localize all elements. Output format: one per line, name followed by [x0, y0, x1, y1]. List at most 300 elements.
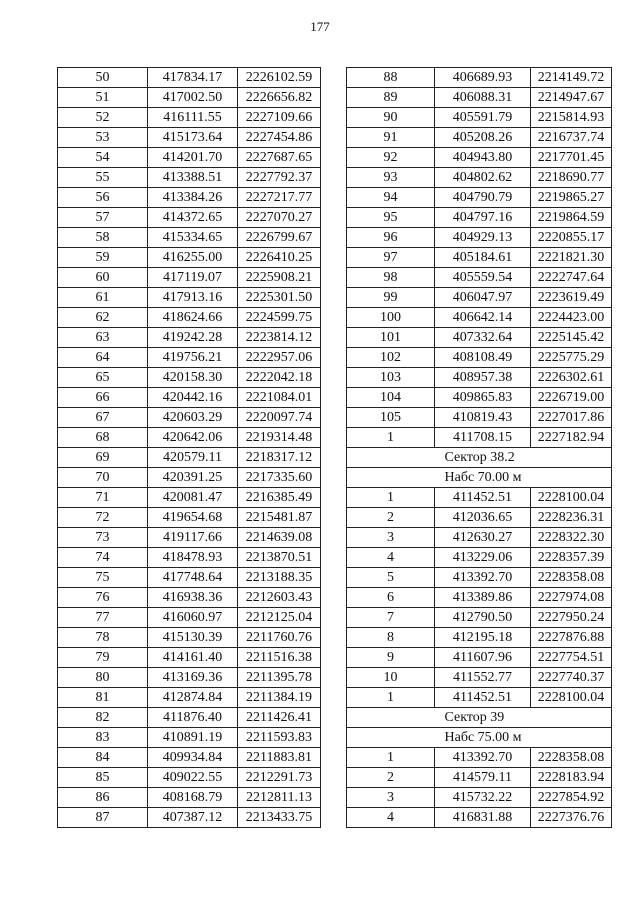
- table-row: [58, 648, 321, 668]
- point-number-cell: 78: [58, 628, 148, 648]
- page-number: 177: [310, 19, 330, 34]
- point-number-cell: 57: [58, 208, 148, 228]
- table-row: [58, 528, 321, 548]
- table-row: [347, 108, 612, 128]
- point-number-cell: 8: [347, 628, 435, 648]
- y-coordinate-cell: 2212291.73: [238, 768, 321, 788]
- table-row: [347, 668, 612, 688]
- y-coordinate-cell: 2211426.41: [238, 708, 321, 728]
- y-coordinate-cell: 2224423.00: [531, 308, 612, 328]
- x-coordinate-cell: 413388.51: [148, 168, 238, 188]
- table-row: [58, 568, 321, 588]
- x-coordinate-cell: 419117.66: [148, 528, 238, 548]
- point-number-cell: 62: [58, 308, 148, 328]
- x-coordinate-cell: 410891.19: [148, 728, 238, 748]
- point-number-cell: 53: [58, 128, 148, 148]
- point-number-cell: 102: [347, 348, 435, 368]
- x-coordinate-cell: 413229.06: [435, 548, 531, 568]
- x-coordinate-cell: 417834.17: [148, 68, 238, 88]
- table-row: [58, 128, 321, 148]
- x-coordinate-cell: 405208.26: [435, 128, 531, 148]
- x-coordinate-cell: 408168.79: [148, 788, 238, 808]
- y-coordinate-cell: 2213433.75: [238, 808, 321, 828]
- x-coordinate-cell: 417748.64: [148, 568, 238, 588]
- table-row: [58, 728, 321, 748]
- point-number-cell: 1: [347, 748, 435, 768]
- section-spacer-cell: [347, 468, 435, 488]
- y-coordinate-cell: 2227017.86: [531, 408, 612, 428]
- x-coordinate-cell: 412195.18: [435, 628, 531, 648]
- table-row: [347, 608, 612, 628]
- x-coordinate-cell: 411552.77: [435, 668, 531, 688]
- table-row: [58, 168, 321, 188]
- y-coordinate-cell: 2219864.59: [531, 208, 612, 228]
- section-spacer-cell: [347, 728, 435, 748]
- table-row: [347, 748, 612, 768]
- y-coordinate-cell: 2218317.12: [238, 448, 321, 468]
- table-row: [58, 148, 321, 168]
- point-number-cell: 63: [58, 328, 148, 348]
- point-number-cell: 65: [58, 368, 148, 388]
- point-number-cell: 51: [58, 88, 148, 108]
- y-coordinate-cell: 2228100.04: [531, 488, 612, 508]
- point-number-cell: 100: [347, 308, 435, 328]
- table-row: [347, 628, 612, 648]
- x-coordinate-cell: 418624.66: [148, 308, 238, 328]
- y-coordinate-cell: 2228100.04: [531, 688, 612, 708]
- x-coordinate-cell: 419242.28: [148, 328, 238, 348]
- table-row: [347, 128, 612, 148]
- point-number-cell: 6: [347, 588, 435, 608]
- point-number-cell: 56: [58, 188, 148, 208]
- x-coordinate-cell: 413392.70: [435, 748, 531, 768]
- y-coordinate-cell: 2214149.72: [531, 68, 612, 88]
- table-row: [347, 648, 612, 668]
- x-coordinate-cell: 417002.50: [148, 88, 238, 108]
- y-coordinate-cell: 2227974.08: [531, 588, 612, 608]
- point-number-cell: 92: [347, 148, 435, 168]
- x-coordinate-cell: 407387.12: [148, 808, 238, 828]
- y-coordinate-cell: 2228357.39: [531, 548, 612, 568]
- point-number-cell: 1: [347, 488, 435, 508]
- x-coordinate-cell: 415130.39: [148, 628, 238, 648]
- table-row: [347, 208, 612, 228]
- point-number-cell: 64: [58, 348, 148, 368]
- y-coordinate-cell: 2226799.67: [238, 228, 321, 248]
- table-row: [347, 388, 612, 408]
- y-coordinate-cell: 2227754.51: [531, 648, 612, 668]
- point-number-cell: 52: [58, 108, 148, 128]
- y-coordinate-cell: 2227740.37: [531, 668, 612, 688]
- x-coordinate-cell: 405559.54: [435, 268, 531, 288]
- y-coordinate-cell: 2211516.38: [238, 648, 321, 668]
- x-coordinate-cell: 416938.36: [148, 588, 238, 608]
- x-coordinate-cell: 410819.43: [435, 408, 531, 428]
- section-header-row: [347, 728, 612, 748]
- y-coordinate-cell: 2212811.13: [238, 788, 321, 808]
- y-coordinate-cell: 2220855.17: [531, 228, 612, 248]
- y-coordinate-cell: 2227854.92: [531, 788, 612, 808]
- y-coordinate-cell: 2218690.77: [531, 168, 612, 188]
- y-coordinate-cell: 2215814.93: [531, 108, 612, 128]
- point-number-cell: 76: [58, 588, 148, 608]
- x-coordinate-cell: 406689.93: [435, 68, 531, 88]
- table-row: [347, 88, 612, 108]
- x-coordinate-cell: 408957.38: [435, 368, 531, 388]
- table-row: [58, 788, 321, 808]
- table-row: [347, 268, 612, 288]
- x-coordinate-cell: 417913.16: [148, 288, 238, 308]
- table-row: [58, 248, 321, 268]
- point-number-cell: 9: [347, 648, 435, 668]
- y-coordinate-cell: 2211593.83: [238, 728, 321, 748]
- point-number-cell: 74: [58, 548, 148, 568]
- point-number-cell: 104: [347, 388, 435, 408]
- table-row: [58, 468, 321, 488]
- point-number-cell: 73: [58, 528, 148, 548]
- x-coordinate-cell: 414372.65: [148, 208, 238, 228]
- point-number-cell: 90: [347, 108, 435, 128]
- y-coordinate-cell: 2228322.30: [531, 528, 612, 548]
- table-row: [347, 588, 612, 608]
- y-coordinate-cell: 2211883.81: [238, 748, 321, 768]
- point-number-cell: 81: [58, 688, 148, 708]
- y-coordinate-cell: 2214639.08: [238, 528, 321, 548]
- y-coordinate-cell: 2219314.48: [238, 428, 321, 448]
- y-coordinate-cell: 2215481.87: [238, 508, 321, 528]
- section-header: Набс 70.00 м: [435, 468, 612, 488]
- table-row: [58, 308, 321, 328]
- table-row: [347, 308, 612, 328]
- x-coordinate-cell: 412874.84: [148, 688, 238, 708]
- x-coordinate-cell: 404790.79: [435, 188, 531, 208]
- x-coordinate-cell: 405591.79: [435, 108, 531, 128]
- point-number-cell: 61: [58, 288, 148, 308]
- table-row: [347, 288, 612, 308]
- point-number-cell: 79: [58, 648, 148, 668]
- point-number-cell: 7: [347, 608, 435, 628]
- point-number-cell: 68: [58, 428, 148, 448]
- section-header-row: [347, 708, 612, 728]
- y-coordinate-cell: 2225145.42: [531, 328, 612, 348]
- y-coordinate-cell: 2216385.49: [238, 488, 321, 508]
- point-number-cell: 99: [347, 288, 435, 308]
- x-coordinate-cell: 406088.31: [435, 88, 531, 108]
- table-row: [58, 668, 321, 688]
- point-number-cell: 105: [347, 408, 435, 428]
- table-row: [347, 428, 612, 448]
- table-row: [347, 368, 612, 388]
- table-row: [58, 188, 321, 208]
- x-coordinate-cell: 412790.50: [435, 608, 531, 628]
- table-row: [58, 688, 321, 708]
- point-number-cell: 103: [347, 368, 435, 388]
- y-coordinate-cell: 2227792.37: [238, 168, 321, 188]
- table-row: [347, 688, 612, 708]
- table-row: [347, 808, 612, 828]
- y-coordinate-cell: 2225301.50: [238, 288, 321, 308]
- table-row: [58, 488, 321, 508]
- point-number-cell: 70: [58, 468, 148, 488]
- y-coordinate-cell: 2224599.75: [238, 308, 321, 328]
- table-row: [347, 248, 612, 268]
- x-coordinate-cell: 413384.26: [148, 188, 238, 208]
- table-row: [347, 568, 612, 588]
- point-number-cell: 10: [347, 668, 435, 688]
- table-row: [58, 228, 321, 248]
- y-coordinate-cell: 2227950.24: [531, 608, 612, 628]
- point-number-cell: 4: [347, 548, 435, 568]
- y-coordinate-cell: 2213870.51: [238, 548, 321, 568]
- y-coordinate-cell: 2211760.76: [238, 628, 321, 648]
- point-number-cell: 96: [347, 228, 435, 248]
- point-number-cell: 80: [58, 668, 148, 688]
- y-coordinate-cell: 2212603.43: [238, 588, 321, 608]
- section-header-row: [347, 468, 612, 488]
- y-coordinate-cell: 2228358.08: [531, 568, 612, 588]
- point-number-cell: 82: [58, 708, 148, 728]
- point-number-cell: 50: [58, 68, 148, 88]
- x-coordinate-cell: 413392.70: [435, 568, 531, 588]
- table-row: [58, 548, 321, 568]
- point-number-cell: 55: [58, 168, 148, 188]
- x-coordinate-cell: 411452.51: [435, 488, 531, 508]
- table-row: [347, 188, 612, 208]
- y-coordinate-cell: 2213188.35: [238, 568, 321, 588]
- table-row: [58, 428, 321, 448]
- x-coordinate-cell: 420158.30: [148, 368, 238, 388]
- point-number-cell: 59: [58, 248, 148, 268]
- table-row: [58, 708, 321, 728]
- point-number-cell: 71: [58, 488, 148, 508]
- section-header-row: [347, 448, 612, 468]
- y-coordinate-cell: 2226719.00: [531, 388, 612, 408]
- point-number-cell: 87: [58, 808, 148, 828]
- x-coordinate-cell: 417119.07: [148, 268, 238, 288]
- table-row: [58, 88, 321, 108]
- table-row: [347, 408, 612, 428]
- y-coordinate-cell: 2216737.74: [531, 128, 612, 148]
- table-row: [58, 608, 321, 628]
- y-coordinate-cell: 2225775.29: [531, 348, 612, 368]
- x-coordinate-cell: 416831.88: [435, 808, 531, 828]
- y-coordinate-cell: 2222042.18: [238, 368, 321, 388]
- table-row: [58, 508, 321, 528]
- x-coordinate-cell: 404802.62: [435, 168, 531, 188]
- y-coordinate-cell: 2220097.74: [238, 408, 321, 428]
- point-number-cell: 94: [347, 188, 435, 208]
- point-number-cell: 66: [58, 388, 148, 408]
- x-coordinate-cell: 416060.97: [148, 608, 238, 628]
- point-number-cell: 69: [58, 448, 148, 468]
- y-coordinate-cell: 2227070.27: [238, 208, 321, 228]
- x-coordinate-cell: 404943.80: [435, 148, 531, 168]
- x-coordinate-cell: 408108.49: [435, 348, 531, 368]
- x-coordinate-cell: 420391.25: [148, 468, 238, 488]
- table-row: [58, 288, 321, 308]
- table-row: [347, 528, 612, 548]
- y-coordinate-cell: 2223619.49: [531, 288, 612, 308]
- table-row: [58, 808, 321, 828]
- table-row: [347, 228, 612, 248]
- table-row: [58, 348, 321, 368]
- x-coordinate-cell: 416111.55: [148, 108, 238, 128]
- x-coordinate-cell: 404929.13: [435, 228, 531, 248]
- point-number-cell: 1: [347, 688, 435, 708]
- point-number-cell: 84: [58, 748, 148, 768]
- y-coordinate-cell: 2221084.01: [238, 388, 321, 408]
- x-coordinate-cell: 420442.16: [148, 388, 238, 408]
- point-number-cell: 67: [58, 408, 148, 428]
- point-number-cell: 91: [347, 128, 435, 148]
- y-coordinate-cell: 2227454.86: [238, 128, 321, 148]
- y-coordinate-cell: 2222957.06: [238, 348, 321, 368]
- point-number-cell: 3: [347, 528, 435, 548]
- y-coordinate-cell: 2226410.25: [238, 248, 321, 268]
- x-coordinate-cell: 405184.61: [435, 248, 531, 268]
- point-number-cell: 5: [347, 568, 435, 588]
- y-coordinate-cell: 2227217.77: [238, 188, 321, 208]
- table-row: [58, 388, 321, 408]
- x-coordinate-cell: 411876.40: [148, 708, 238, 728]
- point-number-cell: 83: [58, 728, 148, 748]
- y-coordinate-cell: 2227182.94: [531, 428, 612, 448]
- x-coordinate-cell: 414201.70: [148, 148, 238, 168]
- x-coordinate-cell: 406047.97: [435, 288, 531, 308]
- point-number-cell: 72: [58, 508, 148, 528]
- x-coordinate-cell: 406642.14: [435, 308, 531, 328]
- y-coordinate-cell: 2217335.60: [238, 468, 321, 488]
- point-number-cell: 77: [58, 608, 148, 628]
- table-row: [58, 448, 321, 468]
- point-number-cell: 98: [347, 268, 435, 288]
- x-coordinate-cell: 420579.11: [148, 448, 238, 468]
- y-coordinate-cell: 2214947.67: [531, 88, 612, 108]
- x-coordinate-cell: 412630.27: [435, 528, 531, 548]
- x-coordinate-cell: 415334.65: [148, 228, 238, 248]
- y-coordinate-cell: 2222747.64: [531, 268, 612, 288]
- coordinates-table-left: [57, 67, 321, 828]
- point-number-cell: 3: [347, 788, 435, 808]
- table-row: [347, 148, 612, 168]
- y-coordinate-cell: 2228236.31: [531, 508, 612, 528]
- y-coordinate-cell: 2228358.08: [531, 748, 612, 768]
- y-coordinate-cell: 2226102.59: [238, 68, 321, 88]
- y-coordinate-cell: 2226656.82: [238, 88, 321, 108]
- point-number-cell: 54: [58, 148, 148, 168]
- y-coordinate-cell: 2227876.88: [531, 628, 612, 648]
- y-coordinate-cell: 2225908.21: [238, 268, 321, 288]
- x-coordinate-cell: 420603.29: [148, 408, 238, 428]
- y-coordinate-cell: 2227376.76: [531, 808, 612, 828]
- table-row: [58, 68, 321, 88]
- point-number-cell: 93: [347, 168, 435, 188]
- y-coordinate-cell: 2223814.12: [238, 328, 321, 348]
- table-row: [58, 768, 321, 788]
- x-coordinate-cell: 420081.47: [148, 488, 238, 508]
- table-row: [347, 168, 612, 188]
- point-number-cell: 88: [347, 68, 435, 88]
- y-coordinate-cell: 2227687.65: [238, 148, 321, 168]
- point-number-cell: 2: [347, 508, 435, 528]
- x-coordinate-cell: 413169.36: [148, 668, 238, 688]
- x-coordinate-cell: 416255.00: [148, 248, 238, 268]
- point-number-cell: 97: [347, 248, 435, 268]
- table-row: [58, 328, 321, 348]
- table-row: [347, 328, 612, 348]
- y-coordinate-cell: 2212125.04: [238, 608, 321, 628]
- x-coordinate-cell: 413389.86: [435, 588, 531, 608]
- table-row: [347, 68, 612, 88]
- x-coordinate-cell: 420642.06: [148, 428, 238, 448]
- table-row: [58, 408, 321, 428]
- section-spacer-cell: [347, 708, 435, 728]
- point-number-cell: 75: [58, 568, 148, 588]
- x-coordinate-cell: 418478.93: [148, 548, 238, 568]
- table-row: [58, 208, 321, 228]
- x-coordinate-cell: 414161.40: [148, 648, 238, 668]
- table-row: [58, 588, 321, 608]
- coordinates-table-right: [346, 67, 612, 828]
- section-header: Сектор 39: [435, 708, 612, 728]
- point-number-cell: 85: [58, 768, 148, 788]
- section-header: Сектор 38.2: [435, 448, 612, 468]
- section-header: Набс 75.00 м: [435, 728, 612, 748]
- x-coordinate-cell: 414579.11: [435, 768, 531, 788]
- point-number-cell: 60: [58, 268, 148, 288]
- x-coordinate-cell: 411452.51: [435, 688, 531, 708]
- table-row: [58, 628, 321, 648]
- table-row: [58, 368, 321, 388]
- table-row: [58, 108, 321, 128]
- table-row: [58, 748, 321, 768]
- point-number-cell: 101: [347, 328, 435, 348]
- y-coordinate-cell: 2211384.19: [238, 688, 321, 708]
- x-coordinate-cell: 411607.96: [435, 648, 531, 668]
- x-coordinate-cell: 407332.64: [435, 328, 531, 348]
- y-coordinate-cell: 2226302.61: [531, 368, 612, 388]
- table-row: [347, 788, 612, 808]
- y-coordinate-cell: 2228183.94: [531, 768, 612, 788]
- point-number-cell: 86: [58, 788, 148, 808]
- table-row: [347, 768, 612, 788]
- point-number-cell: 58: [58, 228, 148, 248]
- y-coordinate-cell: 2219865.27: [531, 188, 612, 208]
- table-row: [347, 548, 612, 568]
- x-coordinate-cell: 415732.22: [435, 788, 531, 808]
- x-coordinate-cell: 415173.64: [148, 128, 238, 148]
- x-coordinate-cell: 419756.21: [148, 348, 238, 368]
- x-coordinate-cell: 412036.65: [435, 508, 531, 528]
- table-row: [347, 348, 612, 368]
- y-coordinate-cell: 2227109.66: [238, 108, 321, 128]
- section-spacer-cell: [347, 448, 435, 468]
- point-number-cell: 2: [347, 768, 435, 788]
- x-coordinate-cell: 404797.16: [435, 208, 531, 228]
- y-coordinate-cell: 2211395.78: [238, 668, 321, 688]
- point-number-cell: 4: [347, 808, 435, 828]
- x-coordinate-cell: 409865.83: [435, 388, 531, 408]
- x-coordinate-cell: 409022.55: [148, 768, 238, 788]
- point-number-cell: 1: [347, 428, 435, 448]
- table-row: [347, 508, 612, 528]
- x-coordinate-cell: 419654.68: [148, 508, 238, 528]
- point-number-cell: 89: [347, 88, 435, 108]
- y-coordinate-cell: 2221821.30: [531, 248, 612, 268]
- y-coordinate-cell: 2217701.45: [531, 148, 612, 168]
- table-row: [347, 488, 612, 508]
- point-number-cell: 95: [347, 208, 435, 228]
